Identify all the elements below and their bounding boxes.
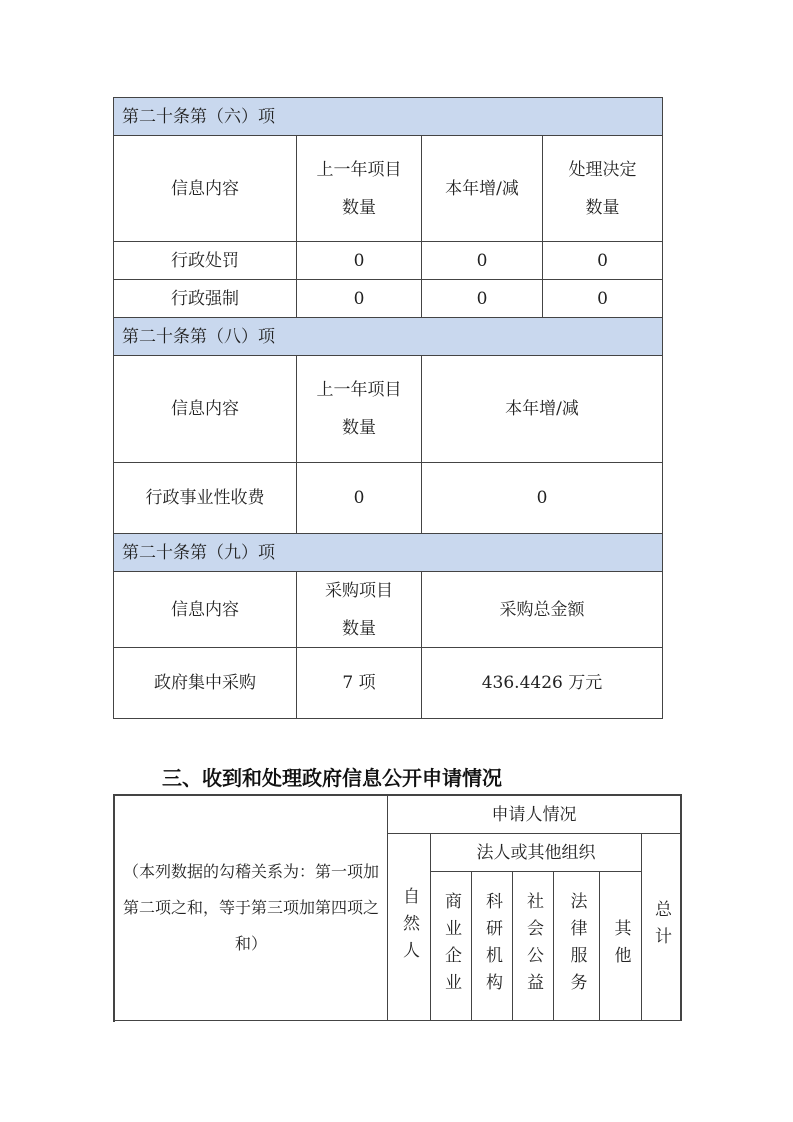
type-label: 社会公益 [523,892,543,1000]
row-value: 0 [297,280,422,318]
natural-person-label: 自然人 [399,886,419,968]
row-label: 行政事业性收费 [114,463,297,534]
total-label: 总计 [651,900,671,954]
col-header-decision-count: 处理决定 数量 [543,136,663,242]
type-label: 其他 [610,919,631,973]
total-header [642,834,682,1021]
col-header-year-change: 本年增/减 [422,136,543,242]
type-research [472,872,513,1021]
row-label: 行政处罚 [114,242,297,280]
section-title: 三、收到和处理政府信息公开申请情况 [162,766,502,790]
col-header-procurement-count: 采购项目 数量 [297,572,422,648]
col-header-year-change: 本年增/减 [422,356,663,463]
application-table [113,794,682,1022]
row-label: 行政强制 [114,280,297,318]
row-value: 0 [422,242,543,280]
row-value: 0 [422,280,543,318]
section-6-header: 第二十条第（六）项 [114,98,663,136]
natural-person-header [388,834,431,1021]
applicant-header: 申请人情况 [388,796,682,834]
type-label: 商业企业 [441,892,461,1000]
type-public-welfare [513,872,554,1021]
row-value: 7 项 [297,648,422,719]
type-commercial [431,872,472,1021]
row-value: 436.4426 万元 [422,648,663,719]
row-value: 0 [422,463,663,534]
col-header-last-year-count: 上一年项目 数量 [297,136,422,242]
row-value: 0 [543,242,663,280]
col-header-info-content: 信息内容 [114,572,297,648]
col-header-last-year-count: 上一年项目 数量 [297,356,422,463]
type-other [600,872,642,1021]
section-9-header: 第二十条第（九）项 [114,534,663,572]
row-value: 0 [297,463,422,534]
type-legal-service [554,872,600,1021]
type-label: 法律服务 [566,892,587,1000]
row-value: 0 [543,280,663,318]
type-label: 科研机构 [482,892,502,1000]
legal-entity-header: 法人或其他组织 [431,834,642,872]
col-header-info-content: 信息内容 [114,136,297,242]
row-label: 政府集中采购 [114,648,297,719]
relation-note: （本列数据的勾稽关系为：第一项加第二项之和，等于第三项加第四项之和） [115,796,388,1021]
section-8-header: 第二十条第（八）项 [114,318,663,356]
col-header-procurement-total: 采购总金额 [422,572,663,648]
disclosure-table [113,97,663,719]
col-header-info-content: 信息内容 [114,356,297,463]
row-value: 0 [297,242,422,280]
